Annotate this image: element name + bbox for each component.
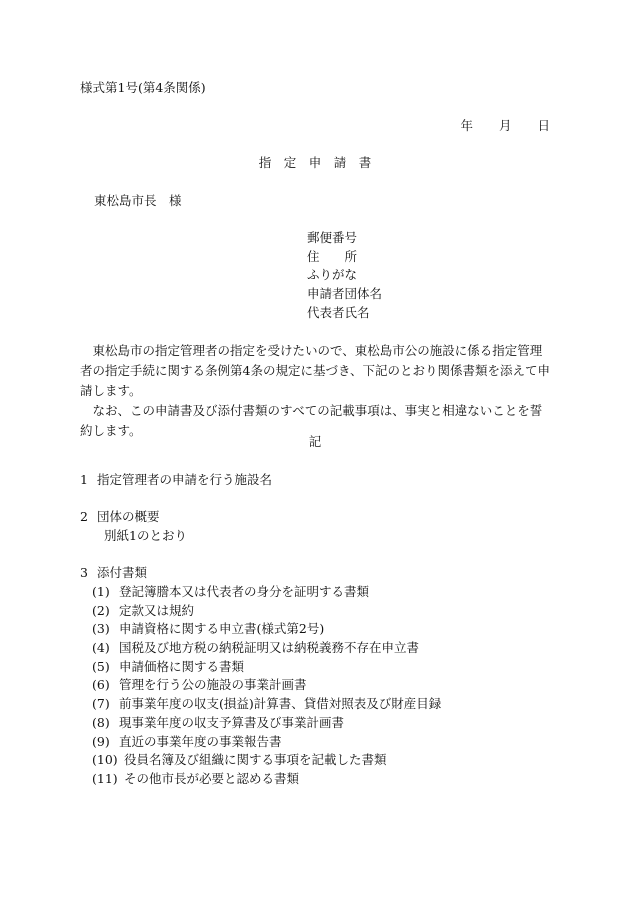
section-number: 2 bbox=[80, 509, 88, 524]
ki-heading: 記 bbox=[308, 434, 322, 449]
list-item-number: (11) bbox=[92, 770, 118, 786]
postal-code-label: 郵便番号 bbox=[307, 230, 358, 245]
list-item-text: 申請資格に関する申立書(様式第2号) bbox=[119, 621, 325, 637]
date-day-label: 日 bbox=[537, 118, 550, 133]
section-heading: 指定管理者の申請を行う施設名 bbox=[97, 472, 273, 487]
list-item-number: (10) bbox=[92, 752, 118, 768]
date-line bbox=[460, 120, 550, 133]
list-item bbox=[92, 770, 441, 792]
list-item-text: 役員名簿及び組織に関する事項を記載した書類 bbox=[124, 752, 387, 768]
body-text bbox=[80, 341, 550, 441]
applicant-block bbox=[307, 232, 382, 325]
list-item-text: 直近の事業年度の事業報告書 bbox=[119, 733, 282, 749]
list-item-text: 国税及び地方税の納税証明又は納税義務不存在申立書 bbox=[119, 640, 420, 656]
list-item-number: (5) bbox=[92, 658, 110, 674]
representative-name-label: 代表者氏名 bbox=[307, 304, 370, 320]
list-item-number: (8) bbox=[92, 714, 110, 730]
list-item-number: (4) bbox=[92, 640, 110, 656]
list-item-number: (9) bbox=[92, 733, 110, 749]
list-item-text: 申請価格に関する書類 bbox=[119, 658, 245, 674]
section-heading: 添付書類 bbox=[97, 565, 148, 580]
list-item-number: (7) bbox=[92, 696, 110, 712]
section-2-detail: 別紙1のとおり bbox=[104, 528, 187, 543]
addressee: 東松島市長 様 bbox=[94, 193, 182, 208]
list-item-number: (6) bbox=[92, 677, 110, 693]
list-item-text: 現事業年度の収支予算書及び事業計画書 bbox=[119, 714, 345, 730]
list-item-number: (2) bbox=[92, 602, 110, 618]
organization-name-label: 申請者団体名 bbox=[307, 286, 383, 302]
section-number: 1 bbox=[80, 472, 88, 487]
list-item-number: (1) bbox=[92, 584, 110, 599]
furigana-label: ふりがな bbox=[307, 267, 358, 283]
section-number: 3 bbox=[80, 565, 88, 580]
section-3 bbox=[80, 567, 147, 580]
application-paragraph: 東松島市の指定管理者の指定を受けたいので、東松島市公の施設に係る指定管理者の指定手続に関する条例第4条の規定に基づき、下記のとおり関係書類を添えて申請します。 bbox=[80, 343, 550, 398]
list-item-text: その他市長が必要と認める書類 bbox=[124, 770, 300, 786]
list-item-text: 前事業年度の収支(損益)計算書、貸借対照表及び財産目録 bbox=[119, 696, 442, 712]
section-1 bbox=[80, 474, 272, 487]
date-year-label: 年 bbox=[460, 118, 473, 133]
date-month-label: 月 bbox=[498, 118, 512, 133]
attachment-list bbox=[92, 586, 441, 792]
address-label: 住 所 bbox=[307, 248, 358, 264]
section-heading: 団体の概要 bbox=[97, 509, 160, 524]
list-item-text: 登記簿謄本又は代表者の身分を証明する書類 bbox=[119, 584, 370, 599]
form-number: 様式第1号(第4条関係) bbox=[80, 80, 206, 95]
pledge-paragraph: なお、この申請書及び添付書類のすべての記載事項は、事実と相違ないことを誓約します。 bbox=[80, 403, 543, 438]
list-item-number: (3) bbox=[92, 621, 110, 637]
list-item-text: 定款又は規約 bbox=[119, 602, 195, 618]
document-title: 指 定 申 請 書 bbox=[258, 155, 372, 170]
section-2 bbox=[80, 511, 160, 524]
list-item-text: 管理を行う公の施設の事業計画書 bbox=[119, 677, 307, 693]
